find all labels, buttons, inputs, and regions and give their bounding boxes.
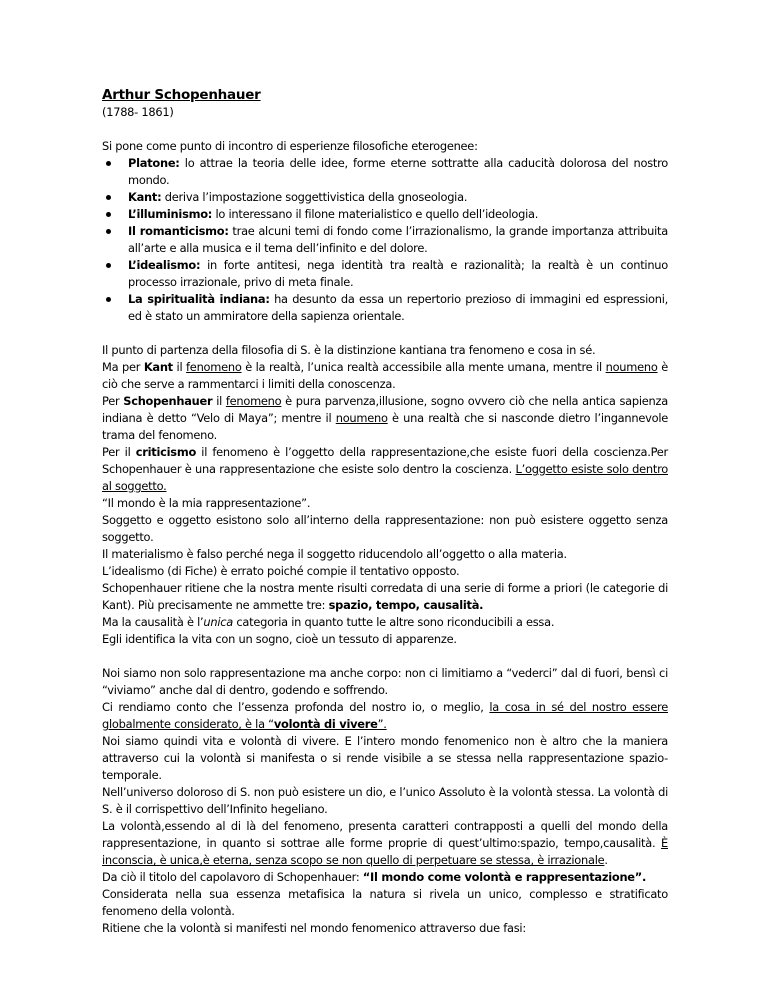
intro-paragraph: Si pone come punto di incontro di esperienze filosofiche eterogenee: bbox=[102, 139, 478, 153]
paragraph: Per Schopenhauer il fenomeno è pura parvenza,illusione, sogno ovvero ciò che nella antica sapienza indiana è detto “Velo di Maya”; mentre il noumeno è una realtà che si nasconde dietro l’ingannevole trama del fenomeno. bbox=[102, 394, 668, 442]
paragraph: Considerata nella sua essenza metafisica la natura si rivela un unico, complesso e stratificato fenomeno della volontà. bbox=[102, 887, 668, 918]
paragraph: Soggetto e oggetto esistono solo all’interno della rappresentazione: non può esistere oggetto senza soggetto. bbox=[102, 513, 668, 544]
paragraph: Ma la causalità è l’unica categoria in quanto tutte le altre sono riconducibili a essa. bbox=[102, 615, 555, 629]
paragraph: Ma per Kant il fenomeno è la realtà, l’unica realtà accessibile alla mente umana, mentre il noumeno è ciò che serve a rammentarci i limiti della conoscenza. bbox=[102, 360, 668, 391]
bullet-icon bbox=[106, 297, 111, 302]
paragraph: “Il mondo è la mia rappresentazione”. bbox=[102, 496, 311, 510]
paragraph: Ci rendiamo conto che l’essenza profonda del nostro io, o meglio, la cosa in sé del nostro essere globalmente considerato, è la “volontà di vivere”. bbox=[102, 700, 668, 731]
bullet-icon bbox=[106, 212, 111, 217]
paragraph: La volontà,essendo al di là del fenomeno, presenta caratteri contrapposti a quelli del mondo della rappresentazione, in quanto si sottrae alle forme proprie di quest’ultimo:spazio, tempo,causalità. È inconscia, è unica,è eterna, senza scopo se non quello di perpetuare se stessa, è irrazionale. bbox=[102, 819, 668, 867]
influences-list bbox=[102, 155, 668, 325]
list-item: Kant: deriva l’impostazione soggettivistica della gnoseologia. bbox=[102, 189, 668, 206]
paragraph: Da ciò il titolo del capolavoro di Schopenhauer: “Il mondo come volontà e rappresentazione”. bbox=[102, 870, 647, 884]
document-body bbox=[102, 86, 668, 937]
paragraph: L’idealismo (di Fiche) è errato poiché compie il tentativo opposto. bbox=[102, 564, 460, 578]
list-item: L’idealismo: in forte antitesi, nega identità tra realtà e razionalità; la realtà è un continuo processo irrazionale, privo di meta finale. bbox=[102, 257, 668, 291]
document-title: Arthur Schopenhauer bbox=[102, 87, 261, 103]
paragraph: Il materialismo è falso perché nega il soggetto riducendolo all’oggetto o alla materia. bbox=[102, 547, 567, 561]
list-item: Il romanticismo: trae alcuni temi di fondo come l’irrazionalismo, la grande importanza attribuita all’arte e alla musica e il tema dell’infinito e del dolore. bbox=[102, 223, 668, 257]
bullet-icon bbox=[106, 229, 111, 234]
bullet-icon bbox=[106, 161, 111, 166]
paragraph: Nell’universo doloroso di S. non può esistere un dio, e l’unico Assoluto è la volontà stessa. La volontà di S. è il corrispettivo dell’Infinito hegeliano. bbox=[102, 785, 668, 816]
paragraph: Per il criticismo il fenomeno è l’oggetto della rappresentazione,che esiste fuori della coscienza.Per Schopenhauer è una rappresentazione che esiste solo dentro la coscienza. L’oggetto esiste solo dentro al soggetto. bbox=[102, 445, 668, 493]
life-dates: (1788- 1861) bbox=[102, 105, 174, 119]
paragraph: Ritiene che la volontà si manifesti nel mondo fenomenico attraverso due fasi: bbox=[102, 921, 526, 935]
paragraph: Noi siamo non solo rappresentazione ma anche corpo: non ci limitiamo a “vederci” dal di fuori, bensì ci “viviamo” anche dal di dentro, godendo e soffrendo. bbox=[102, 666, 668, 697]
bullet-icon bbox=[106, 263, 111, 268]
list-item: L’illuminismo: lo interessano il filone materialistico e quello dell’ideologia. bbox=[102, 206, 668, 223]
paragraph: Schopenhauer ritiene che la nostra mente risulti corredata di una serie di forme a priori (le categorie di Kant). Più precisamente ne ammette tre: spazio, tempo, causalità. bbox=[102, 581, 668, 612]
paragraph: Il punto di partenza della filosofia di S. è la distinzione kantiana tra fenomeno e cosa in sé. bbox=[102, 343, 596, 357]
list-item: Platone: lo attrae la teoria delle idee, forme eterne sottratte alla caducità dolorosa del nostro mondo. bbox=[102, 155, 668, 189]
paragraph: Egli identifica la vita con un sogno, cioè un tessuto di apparenze. bbox=[102, 632, 457, 646]
paragraph: Noi siamo quindi vita e volontà di vivere. E l’intero mondo fenomenico non è altro che la maniera attraverso cui la volontà si manifesta o si rende visibile a se stessa nella rappresentazione spazio-temporale. bbox=[102, 734, 668, 782]
bullet-icon bbox=[106, 195, 111, 200]
list-item: La spiritualità indiana: ha desunto da essa un repertorio prezioso di immagini ed espressioni, ed è stato un ammiratore della sapienza orientale. bbox=[102, 291, 668, 325]
